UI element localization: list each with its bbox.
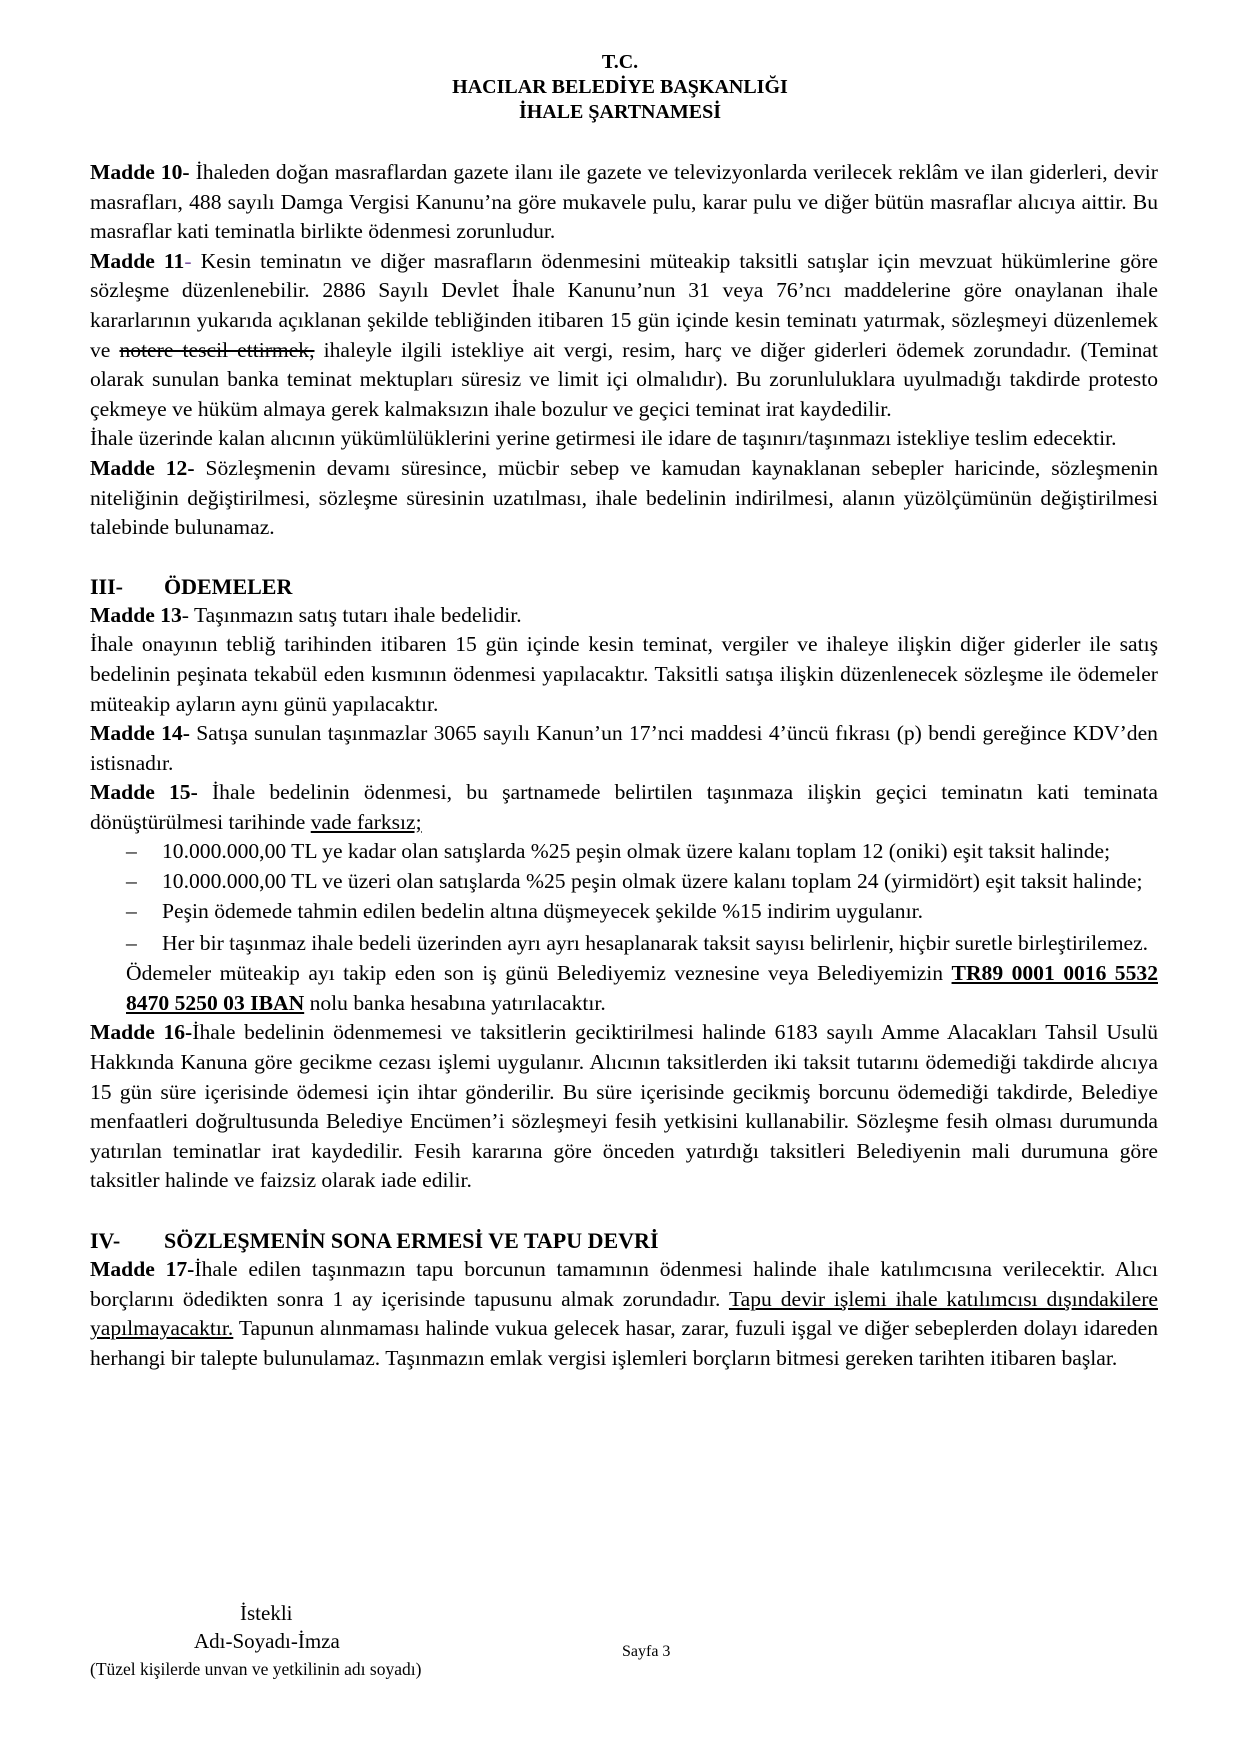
article-text: Satışa sunulan taşınmazlar 3065 sayılı Kanun’un 17’nci maddesi 4’üncü fıkrası (p) bendi gereğince KDV’den istisnadır.	[90, 721, 1158, 775]
article-text-cont: ihaleyle ilgili istekliye ait vergi, resim, harç ve diğer giderleri ödemek zorundadır. (Teminat olarak sunulan banka teminat mektupları süresiz ve limit içi olmalıdır). Bu zorunluluklara uyulmadığı takdirde protesto çekmeye ve hüküm almaya gerek kalmaksızın ihale bozulur ve geçici teminat irat kaydedilir.	[90, 337, 1158, 421]
article-12	[90, 454, 1158, 543]
list-item	[90, 897, 1158, 927]
article-text-cont: Tapunun alınmaması halinde vukua gelecek hasar, zarar, fuzuli işgal ve diğer sebeplerden dolayı idareden herhangi bir talepte bulunulamaz. Taşınmazın emlak vergisi işlemleri borçların bitmesi gereken tarihten itibaren başlar.	[90, 1316, 1158, 1370]
signature-name-sign: Adı-Soyadı-İmza	[194, 1629, 340, 1653]
article-text: İhale bedelinin ödenmesi, bu şartnamede belirtilen taşınmaza ilişkin geçici teminatın kati teminata dönüştürülmesi tarihinde	[90, 780, 1158, 834]
article-text: İhaleden doğan masraflardan gazete ilanı ile gazete ve televizyonlarda verilecek reklâm ve ilan giderleri, devir masrafları, 488 sayılı Damga Vergisi Kanunu’na göre mukavele pulu, karar pulu ve diğer bütün masraflar alıcıya aittir. Bu masraflar kati teminatla birlikte ödenmesi zorunludur.	[90, 160, 1158, 244]
article-11	[90, 247, 1158, 425]
list-item	[90, 867, 1158, 897]
article-text: İhale bedelinin ödenmemesi ve taksitlerin geciktirilmesi halinde 6183 sayılı Amme Alacakları Tahsil Usulü Hakkında Kanuna göre gecikme cezası işlemi uygulanır. Alıcının taksitlerden iki taksit tutarını ödemediği takdirde alıcıya 15 gün süre içerisinde ödemesi için ihtar gönderilir. Bu süre içerisinde gecikmiş borcunu ödemediği takdirde, Belediye menfaatleri doğrultusunda Belediye Encümen’i sözleşmeyi fesih yetkisini kullanabilir. Sözleşme fesih olması durumunda yatırılan teminatlar irat kaydedilir. Fesih kararına göre önceden yatırdığı taksitleri Belediyenin mali durumuna göre taksitler halinde ve faizsiz olarak iade edilir.	[90, 1020, 1158, 1193]
article-label: Madde 10-	[90, 160, 190, 184]
list-item-text: Peşin ödemede tahmin edilen bedelin altına düşmeyecek şekilde %15 indirim uygulanır.	[162, 898, 923, 923]
payment-terms-list	[90, 837, 1158, 959]
list-dash: –	[126, 839, 137, 864]
article-text: Sözleşmenin devamı süresince, mücbir sebep ve kamudan kaynaklanan sebepler haricinde, sözleşmenin niteliğinin değiştirilmesi, sözleşme süresinin uzatılması, ihale bedelinin indirilmesi, alanın yüzölçümünün değiştirilmesi talebinde bulunamaz.	[90, 455, 1158, 540]
article-17	[90, 1255, 1158, 1373]
signature-bidder: İstekli	[240, 1601, 293, 1625]
article-label: Madde 14-	[90, 721, 190, 746]
article-label: Madde 15-	[90, 780, 198, 805]
section-heading-payments	[90, 572, 1158, 601]
page-number: Sayfa 3	[622, 1643, 671, 1660]
struck-text: notere tescil ettirmek,	[119, 337, 315, 362]
article-label: Madde 17-	[90, 1257, 195, 1281]
header-municipality: HACILAR BELEDİYE BAŞKANLIĞI	[452, 76, 788, 98]
list-item-text: 10.000.000,00 TL ve üzeri olan satışlarda %25 peşin olmak üzere kalanı toplam 24 (yirmidört) eşit taksit halinde;	[162, 869, 1143, 894]
header-document-type: İHALE ŞARTNAMESİ	[518, 101, 722, 123]
article-16	[90, 1018, 1158, 1196]
section-number: IV-	[90, 1228, 121, 1253]
signature-note: (Tüzel kişilerde unvan ve yetkilinin adı soyadı)	[90, 1659, 422, 1679]
list-item-text: 10.000.000,00 TL ye kadar olan satışlarda %25 peşin olmak üzere kalanı toplam 12 (oniki) eşit taksit halinde;	[162, 839, 1111, 864]
list-dash: –	[126, 898, 137, 923]
section-heading-contract-end	[90, 1226, 1158, 1255]
section-title: ÖDEMELER	[164, 573, 293, 599]
list-item-text: Her bir taşınmaz ihale bedeli üzerinden ayrı ayrı hesaplanarak taksit sayısı belirlenir, hiçbir suretle birleştirilemez.	[162, 931, 1149, 956]
payment-account-paragraph	[90, 959, 1158, 1018]
document-body	[90, 158, 1158, 1373]
iban-number: TR89 0001 0016 5532 8470 5250 03 IBAN	[126, 961, 1158, 1015]
underlined-text: vade farksız;	[310, 809, 422, 834]
article-text: İhale edilen taşınmazın tapu borcunun tamamının ödenmesi halinde ihale katılımcısına verilecektir. Alıcı borçlarını ödedikten sonra 1 ay içerisinde tapusunu almak zorundadır.	[90, 1257, 1159, 1311]
article-text: Kesin teminatın ve diğer masrafların ödenmesini müteakip taksitli satışlar için mevzuat hükümlerine göre sözleşme düzenlenebilir. 2886 Sayılı Devlet İhale Kanunu’nun 31 veya 76’ncı maddelerine göre onaylanan ihale kararlarının yukarıda açıklanan şekilde tebliğinden itibaren 15 gün içinde kesin teminatı yatırmak, sözleşmeyi düzenlemek ve	[90, 248, 1158, 362]
article-13-para2: İhale onayının tebliğ tarihinden itibaren 15 gün içinde kesin teminat, vergiler ve ihaleye ilişkin diğer giderler ile satış bedelinin peşinata tekabül eden kısmının ödenmesi yapılacaktır. Taksitli satışa ilişkin düzenlenecek sözleşme ile ödemeler müteakip ayların aynı günü yapılacaktır.	[90, 632, 1158, 716]
header-tc: T.C.	[601, 51, 639, 73]
underlined-text: Tapu devir işlemi ihale katılımcısı dışındakilere yapılmayacaktır.	[90, 1286, 1158, 1341]
list-item	[90, 928, 1158, 959]
article-13	[90, 601, 1158, 631]
payment-text-cont: nolu banka hesabına yatırılacaktır.	[304, 990, 606, 1015]
article-10	[90, 158, 1158, 247]
article-text: - Taşınmazın satış tutarı ihale bedelidir.	[181, 602, 522, 627]
list-item	[90, 837, 1158, 867]
article-label: Madde 16-	[90, 1020, 193, 1045]
article-label: Madde 11	[90, 248, 185, 273]
document-header	[0, 50, 1240, 125]
section-title: SÖZLEŞMENİN SONA ERMESİ VE TAPU DEVRİ	[164, 1228, 659, 1253]
section-number: III-	[90, 573, 124, 599]
list-dash: –	[126, 931, 137, 956]
article-label: Madde 12-	[90, 455, 195, 480]
list-dash: –	[126, 869, 137, 894]
article-15	[90, 778, 1158, 837]
article-11-para2: İhale üzerinde kalan alıcının yükümlülüklerini yerine getirmesi ile idare de taşınırı/taşınmazı istekliye teslim edecektir.	[90, 426, 1117, 451]
article-14	[90, 719, 1158, 778]
article-label: Madde 13	[90, 602, 182, 627]
payment-text: Ödemeler müteakip ayı takip eden son iş günü Belediyemiz veznesine veya Belediyemizin	[126, 961, 952, 986]
article-label-dash: -	[184, 248, 192, 273]
